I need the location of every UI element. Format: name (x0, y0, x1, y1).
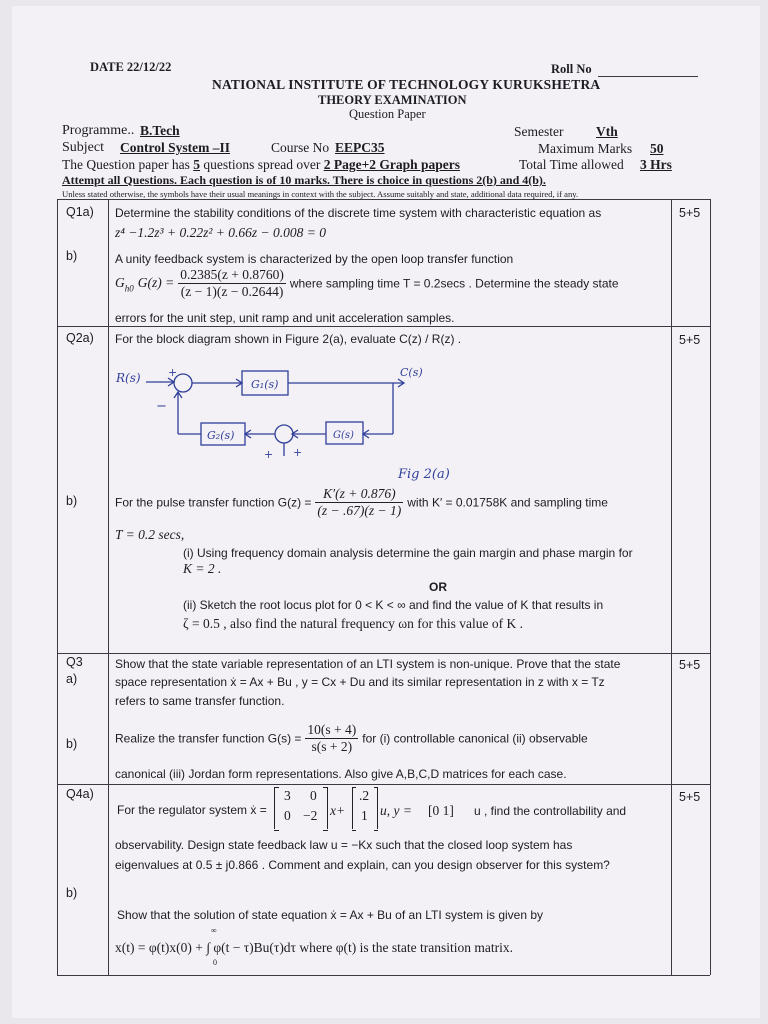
matrix-a-21: 0 (284, 808, 291, 823)
q3b-label: b) (66, 737, 78, 751)
semester-label: Semester (514, 124, 564, 139)
q3b-rest: for (i) controllable canonical (ii) observable (362, 731, 588, 746)
sj2-plus-bottom: + (264, 448, 274, 461)
q1b-numerator: 0.2385(z + 0.8760) (180, 267, 284, 282)
q2b-or: OR (429, 580, 447, 594)
q1b-lhs2: G(z) = (137, 275, 175, 291)
roll-no-blank (598, 76, 698, 77)
q2b-fraction (315, 486, 403, 519)
q3-marks: 5+5 (679, 658, 701, 672)
qno-column-divider (108, 199, 109, 975)
date: DATE 22/12/22 (90, 60, 172, 74)
q2b-denominator: (z − .67)(z − 1) (317, 503, 402, 518)
table-top-border (57, 199, 710, 200)
instruction: Attempt all Questions. Each question is of 10 marks. There is choice in questions 2(b) and 4(b). (62, 173, 546, 187)
matrix-b-2: 1 (361, 808, 368, 823)
matrix-b-right-bracket (374, 787, 378, 831)
block-diagram-fig2a (108, 352, 528, 487)
sj1-minus: − (156, 399, 167, 414)
programme-value: B.Tech (140, 123, 180, 138)
q4-marks: 5+5 (679, 790, 701, 804)
subject-value: Control System –II (120, 140, 231, 155)
course-label: Course No (271, 140, 330, 155)
q2b-text: For the pulse transfer function G(z) = (115, 495, 312, 510)
time-value: 3 Hrs (640, 157, 672, 172)
q1a-equation: z⁴ −1.2z³ + 0.22z² + 0.66z − 0.008 = 0 (115, 225, 326, 240)
q2a-text: For the block diagram shown in Figure 2(a), evaluate C(z) / R(z) . (115, 332, 462, 346)
roll-no-label: Roll No (551, 62, 592, 76)
q4b-text: Show that the solution of state equation ẋ = Ax + Bu of an LTI system is given by (117, 908, 544, 922)
matrix-a-22: −2 (303, 808, 318, 823)
q3b-fraction (305, 722, 358, 755)
course-value: EEPC35 (335, 140, 385, 155)
q1b-label: b) (66, 249, 78, 263)
g1-label: G₁(s) (251, 378, 279, 391)
q4a-u-y: u, y = (380, 803, 412, 818)
doc-type: Question Paper (349, 107, 426, 121)
paper-info-pages: 2 Page+2 Graph papers (323, 157, 461, 172)
q4a-matrix-b (352, 787, 378, 829)
semester-value: Vth (596, 124, 618, 139)
q1a-text: Determine the stability conditions of the discrete time system with characteristic equation as (115, 206, 602, 220)
matrix-a-left-bracket (274, 787, 279, 831)
diagram-input-r: R(s) (116, 371, 141, 385)
q3-label: Q3 (66, 655, 83, 669)
q2b-numerator: K′(z + 0.876) (315, 486, 403, 503)
q3a-text: Show that the state variable representation of an LTI system is non-unique. Prove that the state (115, 657, 621, 671)
paper-info-text-b: questions spread over (203, 157, 321, 172)
figure-caption: Fig 2(a) (398, 467, 450, 482)
q2b-part-i: (i) Using frequency domain analysis determine the gain margin and phase margin for (183, 546, 633, 560)
paper-info-text-a: The Question paper has (62, 157, 190, 172)
diagram-output-c: C(s) (400, 366, 423, 379)
matrix-a-11: 3 (284, 788, 291, 803)
q2b-sampling-time: T = 0.2 secs, (115, 527, 185, 542)
institute-name: NATIONAL INSTITUTE OF TECHNOLOGY KURUKSHETRA (212, 77, 601, 92)
paper-info-count: 5 (193, 157, 200, 172)
q4a-x-plus: x+ (330, 803, 346, 818)
q2b-label: b) (66, 494, 78, 508)
summing-junction-2 (275, 425, 293, 443)
q3b-text: Realize the transfer function G(s) = (115, 731, 302, 746)
q4b-integral-lower: 0 (213, 958, 217, 967)
q3a-text3: refers to same transfer function. (115, 694, 285, 708)
row-divider-q2 (57, 326, 710, 327)
subject-label: Subject (62, 140, 104, 155)
matrix-b-left-bracket (352, 787, 356, 831)
q1b-lhs-sub: h0 (124, 283, 134, 294)
matrix-a-12: 0 (310, 788, 317, 803)
table-left-border (57, 199, 58, 975)
q1b-fraction (178, 267, 286, 300)
q4a-rest: u , find the controllability and (474, 804, 627, 818)
q4a-label: Q4a) (66, 787, 94, 801)
table-bottom-border (57, 975, 710, 976)
max-marks-label: Maximum Marks (538, 141, 633, 156)
row-divider-q3 (57, 653, 710, 654)
g3-label: G(s) (333, 430, 354, 441)
q2b-rest: with K′ = 0.01758K and sampling time (407, 495, 608, 510)
q2b-pulse-tf (115, 486, 608, 519)
q3b-transfer-function (115, 722, 588, 755)
q2b-part-ii-zeta: ζ = 0.5 , also find the natural frequency ωn for this value of K . (183, 616, 523, 631)
table-right-border (710, 199, 711, 975)
q1b-lhs: G (115, 275, 125, 291)
q4b-label: b) (66, 886, 78, 900)
q2-marks: 5+5 (679, 333, 701, 347)
q3b-text2: canonical (iii) Jordan form representations. Also give A,B,C,D matrices for each case. (115, 767, 567, 781)
paper-info (62, 157, 460, 173)
q2a-label: Q2a) (66, 331, 94, 345)
time-label: Total Time allowed (519, 157, 624, 172)
matrix-b-1: .2 (359, 788, 370, 803)
q4a-matrix-c: [0 1] (428, 803, 454, 818)
instruction-note: Unless stated otherwise, the symbols have their usual meanings in context with the subject. Assume suitably and state, additional data required, if any. (62, 189, 579, 199)
matrix-a-right-bracket (323, 787, 328, 831)
q4b-integral-upper: ∞ (211, 926, 217, 935)
max-marks-value: 50 (650, 141, 664, 156)
row-divider-q4 (57, 784, 710, 785)
q4a-text2: observability. Design state feedback law u = −Kx such that the closed loop system has (115, 838, 573, 852)
q2b-part-i-k: K = 2 . (183, 561, 222, 576)
q1b-denominator: (z − 1)(z − 0.2644) (180, 284, 284, 299)
q1a-label: Q1a) (66, 205, 94, 219)
q3a-text2: space representation ẋ = Ax + Bu , y = Cx + Du and its similar representation in z with x = Tz (115, 675, 605, 689)
q2b-part-ii: (ii) Sketch the root locus plot for 0 < K < ∞ and find the value of K that results in (183, 598, 604, 612)
q4a-text: For the regulator system ẋ = (117, 803, 267, 817)
q1b-rest: where sampling time T = 0.2secs . Determine the steady state (289, 276, 619, 291)
q1b-text: A unity feedback system is characterized by the open loop transfer function (115, 252, 514, 266)
q1b-transfer-function (115, 267, 619, 300)
sj2-plus-right: + (293, 446, 303, 459)
q1-marks: 5+5 (679, 206, 701, 220)
exam-title: THEORY EXAMINATION (318, 93, 467, 107)
sj1-plus: + (168, 366, 178, 379)
q3b-numerator: 10(s + 4) (307, 722, 357, 737)
g2-label: G₂(s) (207, 429, 235, 442)
q1b-text2: errors for the unit step, unit ramp and unit acceleration samples. (115, 311, 455, 325)
q3a-label: a) (66, 672, 78, 686)
q3b-denominator: s(s + 2) (311, 739, 353, 754)
marks-column-divider (671, 199, 672, 975)
programme-label: Programme.. (62, 123, 135, 138)
q4a-text3: eigenvalues at 0.5 ± j0.866 . Comment and explain, can you design observer for this system? (115, 858, 610, 872)
q4b-equation: x(t) = φ(t)x(0) + ∫ φ(t − τ)Bu(τ)dτ where φ(t) is the state transition matrix. (115, 940, 513, 955)
q4a-matrix-a (274, 787, 328, 829)
